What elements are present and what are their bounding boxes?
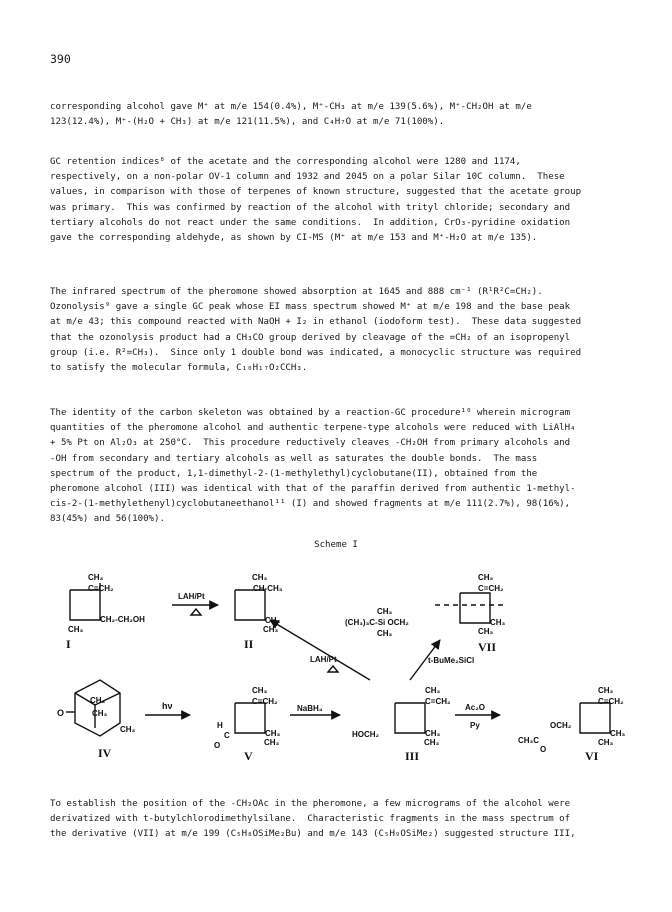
c-eq-ch2-label: C=CH₂ [88,584,114,593]
compound-label-iv: IV [98,746,112,760]
ch3-label: CH₃ [598,738,614,747]
bicyclic-ring-iv [75,680,120,736]
ch3-label: CH₃ [252,686,268,695]
ch3-label: CH₃ [425,686,441,695]
cyclobutane-ring-iii [395,703,425,733]
oxygen-label: O [540,745,547,754]
ch3-label: CH₃ [90,696,106,705]
ch3-label: CH₃ [120,725,136,734]
reagent-lah-pt: LAH/Pt [178,592,205,601]
ch-ch3-label: CH-CH₃ [253,584,283,593]
ch3-label: CH₃ [424,738,440,747]
ch3-label: CH₃ [88,573,104,582]
arrow-iii-to-ii [270,620,370,680]
cyclobutane-ring-vi [580,703,610,733]
cyclobutane-ring-ii [235,590,265,620]
ch3-label: CH₃ [478,627,494,636]
compound-label-vi: VI [585,749,599,763]
tbu-si-label: (CH₃)₃C-Si OCH₂ [345,618,409,627]
delta-symbol [328,666,338,672]
c-label: C [224,731,230,740]
compound-label-iii: III [405,749,420,763]
och2-label: OCH₂ [550,721,572,730]
ch3-label: CH₃ [490,618,506,627]
ch3-label: CH₃ [610,729,626,738]
oxygen-label: O [57,708,65,718]
c-eq-ch2-label: C=CH₂ [425,697,451,706]
ch3-label: CH₃ [264,738,280,747]
reagent-silyl: t-BuMe₂SiCl [428,656,475,665]
ch3-label: CH₃ [377,607,393,616]
compound-ii [235,573,283,651]
compound-label-i: I [66,637,71,651]
c-eq-ch2-label: C=CH₂ [252,697,278,706]
ch3-label: CH₃ [598,686,614,695]
compound-v [214,686,281,763]
cyclobutane-ring-vii [460,593,490,623]
paragraph-carbon-skeleton: The identity of the carbon skeleton was obtained by a reaction-GC procedure¹⁰ wherein microgram quantities of the pheromone alcohol and authentic terpene-type alcohols were reduced with LiAlH₄ + 5% Pt on Al₂O₃ at 250°C. This procedure reductively cleaves -CH₂OH from primary alcohols and -OH from secondary and tertiary alcohols as well as saturates the double bonds. The mass spectrum of the product, 1,1-dimethyl-2-(1-methylethyl)cyclobutane(II), obtained from the pheromone alcohol (III) was identical with that of the paraffin derived from authentic 1-methyl- cis-2-(1-methylethenyl)cyclobutaneethanol¹¹ (I) and showed fragments at m/e 111(2.7%), 98(16%), 83(45%) and 56(100%). [50,408,576,525]
ch3-label: CH₃ [377,629,393,638]
ch3-label: CH₃ [263,625,279,634]
paragraph-infrared: The infrared spectrum of the pheromone showed absorption at 1645 and 888 cm⁻¹ (R¹R²C=CH₂). Ozonolysis⁹ gave a single GC peak whose EI mass spectrum showed M⁺ at m/e 198 and the base peak at m/e 43; this compound reacted with NaOH + I₂ in ethanol (iodoform test). These data suggested that the ozonolysis product had a CH₃CO group derived by cleavage of the =CH₂ of an isopropenyl group (i.e. R²=CH₃). Since only 1 double bond was indicated, a monocyclic structure was required to satisfy the molecular formula, C₁₀H₁₇O₂CCH₃. [50,287,582,374]
oxygen-label: O [214,741,221,750]
compound-label-ii: II [244,637,254,651]
ch3-label: CH₃ [68,625,84,634]
compound-iv [57,680,136,760]
ch3-label: CH₃ [478,573,494,582]
ch3c-label: CH₃C [518,736,540,745]
reagent-nabh4: NaBH₄ [297,704,323,713]
ch3-label: CH₃ [252,573,268,582]
reagent-lah-pt-diagonal: LAH/Pt [310,655,337,664]
compound-i [66,573,145,651]
ch3-label: CH₃ [425,729,441,738]
ch3-label: CH₃ [92,709,108,718]
reagent-py: Py [470,721,480,730]
paragraph-derivatization: To establish the position of the -CH₂OAc in the pheromone, a few micrograms of the alcohol were derivatized with t-butylchlorodimethylsilane. Characteristic fragments in the mass spectrum of the derivative (VII) at m/e 199 (C₅H₈OSiMe₂Bu) and m/e 143 (C₅H₉OSiMe₂) suggested structure III, [50,799,576,840]
compound-iii [352,686,451,763]
compound-vi [518,686,626,763]
h-label: H [217,721,223,730]
hoch2-label: HOCH₂ [352,730,380,739]
c-eq-ch2-label: C=CH₂ [598,697,624,706]
compound-label-vii: VII [478,640,497,654]
reagent-hv: hν [162,701,173,711]
compound-vii [345,573,506,654]
paragraph-gc-retention: GC retention indices⁸ of the acetate and the corresponding alcohol were 1280 and 1174, respectively, on a non-polar OV-1 column and 1932 and 2045 on a polar Silar 10C column. These values, in comparison with those of terpenes of known structure, suggested that the acetate group was primary. This was confirmed by reaction of the alcohol with trityl chloride; secondary and tertiary alcohols do not react under the same conditions. In addition, CrO₃-pyridine oxidation gave the corresponding aldehyde, as shown by CI-MS (M⁺ at m/e 153 and M⁺-H₂O at m/e 135). [50,157,582,244]
reagent-ac2o: Ac₂O [465,703,486,712]
cyclobutane-ring-i [70,590,100,620]
paragraph-mass-spectrum: corresponding alcohol gave M⁺ at m/e 154(0.4%), M⁺-CH₃ at m/e 139(5.6%), M⁺-CH₂OH at m/e 123(12.4%), M⁺-(H₂O + CH₃) at m/e 121(11.5%), and C₄H₇O at m/e 71(100%). [50,102,532,128]
page-number: 390 [50,52,71,66]
compound-label-v: V [244,749,253,763]
scheme-caption: Scheme I [314,540,358,550]
ch3-label: CH₃ [265,616,281,625]
ch3-label: CH₃ [265,729,281,738]
cyclobutane-ring-v [235,703,265,733]
delta-symbol [191,609,201,615]
ch2-ch2oh-label: CH₂-CH₂OH [100,615,145,624]
c-eq-ch2-label: C=CH₂ [478,584,504,593]
